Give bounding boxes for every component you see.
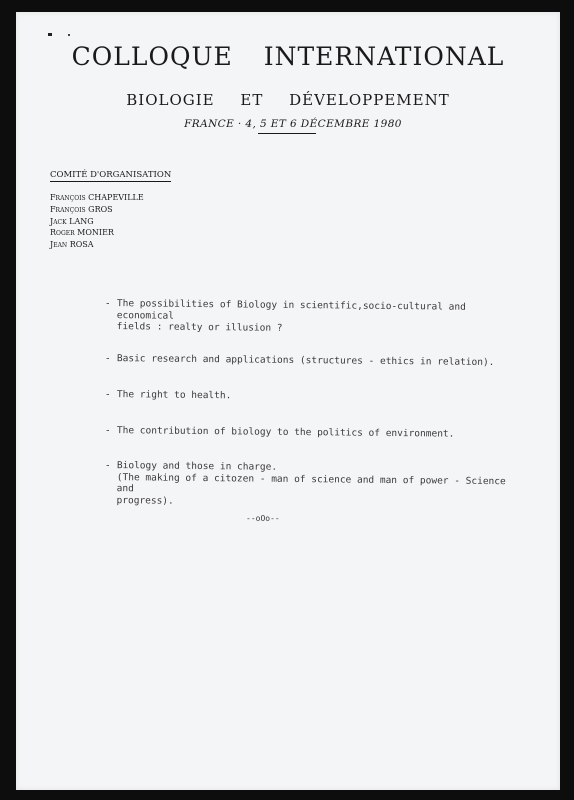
document-page (16, 12, 560, 790)
topic-marker: - (104, 460, 111, 472)
topic-marker: - (104, 389, 111, 401)
topic-marker: - (104, 352, 111, 364)
topic-text: The contribution of biology to the politics of environment. (116, 424, 455, 440)
topic-marker: - (104, 298, 111, 310)
committee-member: François CHAPEVILLE (50, 193, 144, 202)
topic-text: Basic research and applications (structures - ethics in relation). (116, 352, 495, 368)
topic-marker: - (104, 424, 111, 436)
committee-member: Roger MONIER (50, 228, 114, 238)
committee-member: Jack LANG (50, 216, 94, 226)
committee-member: Jean ROSA (50, 240, 94, 250)
topic-text: The right to health. (116, 389, 232, 402)
ink-mark (48, 33, 52, 36)
topic-item (105, 460, 525, 510)
header-rule (258, 133, 316, 134)
topics-list (105, 298, 525, 506)
committee-heading: COMITÉ D'ORGANISATION (50, 170, 172, 180)
topic-item (105, 298, 525, 337)
committee-members-list (50, 192, 144, 251)
topic-text: Biology and those in charge. (The making of a citozen - man of science and man of power - Science and progress). (116, 460, 506, 507)
document-title: COLLOQUE INTERNATIONAL (71, 42, 505, 71)
committee-member: François GROS (50, 204, 113, 214)
topic-item (105, 389, 525, 405)
event-dateline: FRANCE · 4, 5 ET 6 DÉCEMBRE 1980 (184, 118, 402, 130)
topic-item (105, 353, 525, 369)
document-subtitle: BIOLOGIE ET DÉVELOPPEMENT (126, 91, 450, 109)
topic-item (105, 425, 525, 441)
topic-text: The possibilities of Biology in scientific,socio-cultural and economical fields : realty or illusion ? (116, 298, 466, 334)
closing-ornament: --oOo-- (246, 514, 280, 523)
ink-mark (68, 34, 70, 36)
